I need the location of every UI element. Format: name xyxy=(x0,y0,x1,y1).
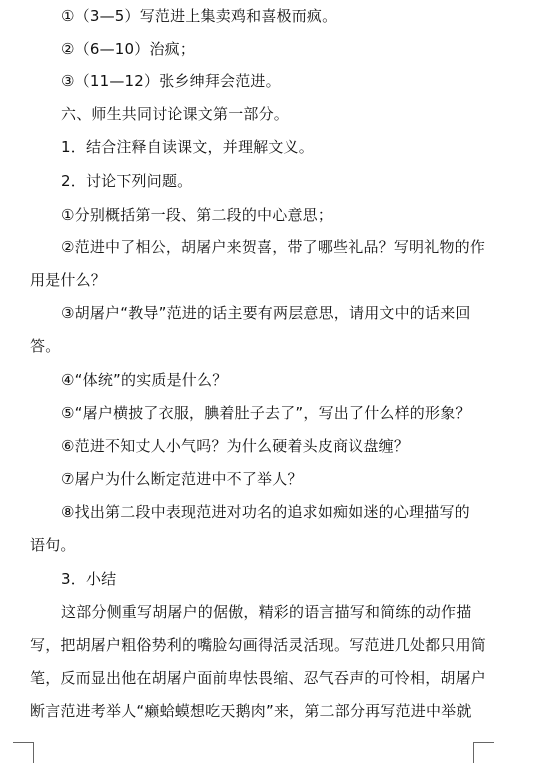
page-margin-corner-mark xyxy=(13,742,34,763)
question-item: ⑦屠户为什么断定范进中不了举人？ xyxy=(61,470,303,488)
question-item: ④“体统”的实质是什么？ xyxy=(61,371,228,389)
question-continuation: 语句。 xyxy=(30,536,76,554)
summary-paragraph: 断言范进考举人“癞蛤蟆想吃天鹅肉”来，第二部分再写范进中举就 xyxy=(30,702,472,720)
step-item: 1．结合注释自读课文，并理解文义。 xyxy=(61,138,314,156)
summary-paragraph: 笔，反而显出他在胡屠户面前卑怯畏缩、忍气吞声的可怜相，胡屠户 xyxy=(30,669,487,687)
summary-paragraph: 写，把胡屠户粗俗势利的嘴脸勾画得活灵活现。写范进几处都只用简 xyxy=(30,636,487,654)
page-margin-corner-mark xyxy=(473,742,494,763)
question-item: ②范进中了相公，胡屠户来贺喜，带了哪些礼品？写明礼物的作 xyxy=(61,238,486,256)
question-continuation: 答。 xyxy=(30,337,61,355)
step-item: 2．讨论下列问题。 xyxy=(61,172,193,190)
outline-item: ②（6—10）治疯； xyxy=(61,40,196,58)
question-item: ⑧找出第二段中表现范进对功名的追求如痴如迷的心理描写的 xyxy=(61,503,470,521)
question-continuation: 用是什么？ xyxy=(30,271,107,289)
outline-item: ③（11—12）张乡绅拜会范进。 xyxy=(61,72,281,90)
section-heading: 六、师生共同讨论课文第一部分。 xyxy=(61,105,290,123)
summary-paragraph: 这部分侧重写胡屠户的倨傲，精彩的语言描写和简练的动作描 xyxy=(61,603,472,621)
question-item: ③胡屠户“教导”范进的话主要有两层意思，请用文中的话来回 xyxy=(61,304,471,322)
question-item: ⑥范进不知丈人小气吗？为什么硬着头皮商议盘缠？ xyxy=(61,437,410,455)
outline-item: ①（3—5）写范进上集卖鸡和喜极而疯。 xyxy=(61,7,338,25)
question-item: ①分别概括第一段、第二段的中心意思； xyxy=(61,206,334,224)
step-item: 3．小结 xyxy=(61,570,117,588)
question-item: ⑤“屠户横披了衣服，腆着肚子去了”，写出了什么样的形象？ xyxy=(61,404,471,422)
